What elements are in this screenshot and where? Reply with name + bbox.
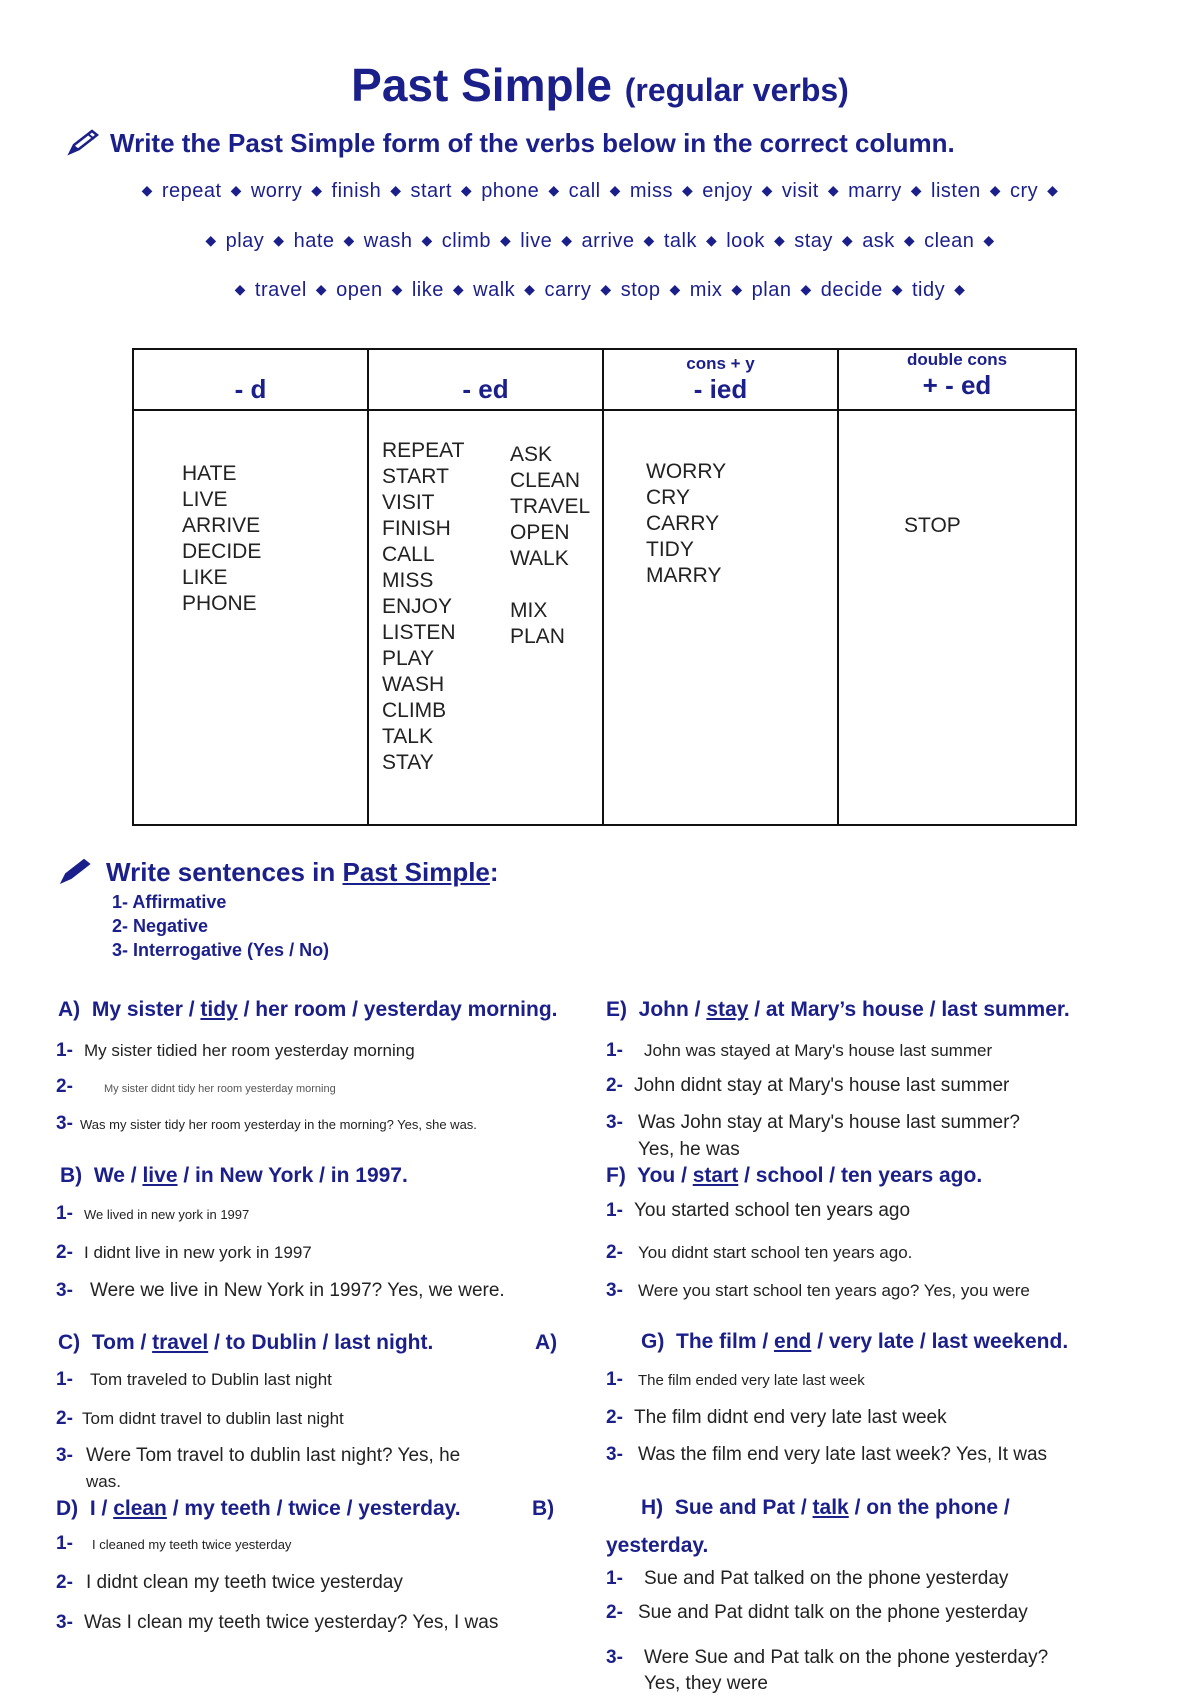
table-word: OPEN xyxy=(510,521,570,544)
diamond-bullet-icon: ◆ xyxy=(800,281,812,297)
title-sub: (regular verbs) xyxy=(624,72,849,108)
exercise-f-answer-1: 1- You started school ten years ago xyxy=(606,1200,911,1221)
exercise-a-answer-3: 3- Was my sister tidy her room yesterday in the morning? Yes, she was. xyxy=(56,1113,477,1134)
column-ed-words-a xyxy=(382,438,464,776)
verb-item: climb xyxy=(441,230,491,252)
column-ied-words xyxy=(646,459,726,589)
diamond-bullet-icon: ◆ xyxy=(643,232,655,248)
diamond-bullet-icon: ◆ xyxy=(390,182,402,198)
verb-item: wash xyxy=(363,230,413,252)
table-word: ENJOY xyxy=(382,595,453,618)
verb-item: phone xyxy=(481,180,540,202)
table-word: HATE xyxy=(182,462,237,485)
diamond-bullet-icon: ◆ xyxy=(954,281,966,297)
diamond-bullet-icon: ◆ xyxy=(609,182,621,198)
diamond-bullet-icon: ◆ xyxy=(499,232,512,248)
table-word: VISIT xyxy=(382,491,435,514)
column-ed-words-b xyxy=(510,442,590,650)
table-word: CLIMB xyxy=(382,699,447,722)
page-title xyxy=(0,58,1200,112)
verb-item: live xyxy=(520,230,553,252)
column-d-words xyxy=(182,461,261,617)
table-col-divider xyxy=(837,350,839,824)
verb-table xyxy=(132,348,1077,826)
form-affirmative: 1- Affirmative xyxy=(112,892,227,912)
exercise-h-answer-3-cont: Yes, they were xyxy=(644,1673,768,1694)
verb-item: stay xyxy=(794,230,833,252)
diamond-bullet-icon: ◆ xyxy=(669,281,681,297)
verb-item: call xyxy=(568,180,601,202)
verb-item: repeat xyxy=(161,180,222,202)
table-word: CLEAN xyxy=(510,469,581,492)
exercise-d-answer-2: 2- I didnt clean my teeth twice yesterday xyxy=(56,1572,403,1593)
exercise-e-prompt: E) John / stay / at Mary’s house / last summer. xyxy=(606,998,1070,1021)
table-word: FINISH xyxy=(382,517,451,540)
verb-item: start xyxy=(410,180,452,202)
verb-item: arrive xyxy=(581,230,635,252)
verb-item: marry xyxy=(848,180,902,202)
diamond-bullet-icon: ◆ xyxy=(903,232,916,248)
form-interrogative: 3- Interrogative (Yes / No) xyxy=(112,940,330,960)
diamond-bullet-icon: ◆ xyxy=(452,281,465,297)
table-word: MARRY xyxy=(646,564,722,587)
table-word: DECIDE xyxy=(182,540,262,563)
diamond-bullet-icon: ◆ xyxy=(460,182,473,198)
exercise-c-side-label: A) xyxy=(535,1331,558,1354)
table-word: PHONE xyxy=(182,592,257,615)
exercise-a-prompt: A) My sister / tidy / her room / yesterday morning. xyxy=(58,998,558,1021)
header-d: - d xyxy=(234,374,267,404)
verb-item: tidy xyxy=(911,279,946,301)
diamond-bullet-icon: ◆ xyxy=(141,182,153,198)
diamond-bullet-icon: ◆ xyxy=(391,281,403,297)
exercise-a-answer-1: 1- My sister tidied her room yesterday morning xyxy=(56,1040,415,1061)
table-word: CARRY xyxy=(646,512,720,535)
table-word: MIX xyxy=(510,599,548,622)
exercise-e-answer-2: 2- John didnt stay at Mary's house last summer xyxy=(606,1075,1010,1096)
table-word: STAY xyxy=(382,751,434,774)
exercise-b-answer-1: 1- We lived in new york in 1997 xyxy=(56,1203,250,1224)
table-word: MISS xyxy=(382,569,434,592)
verb-item: listen xyxy=(931,180,981,202)
diamond-bullet-icon: ◆ xyxy=(841,232,854,248)
exercise-f-answer-2: 2- You didnt start school ten years ago. xyxy=(606,1242,913,1263)
exercise-e-answer-1: 1- John was stayed at Mary's house last summer xyxy=(606,1040,993,1061)
title-main: Past Simple xyxy=(351,59,612,111)
column-double-words xyxy=(904,513,961,539)
table-word: TIDY xyxy=(646,538,694,561)
verb-item: finish xyxy=(331,180,382,202)
table-word xyxy=(510,572,590,598)
table-word: WALK xyxy=(510,547,569,570)
table-header-divider xyxy=(134,409,1075,411)
table-word: ASK xyxy=(510,443,553,466)
forms-list xyxy=(112,890,329,962)
diamond-bullet-icon: ◆ xyxy=(910,182,922,198)
pencil-icon xyxy=(66,129,100,157)
table-word: CALL xyxy=(382,543,435,566)
exercise-c-answer-3-cont: was. xyxy=(86,1472,121,1491)
diamond-bullet-icon: ◆ xyxy=(205,232,217,248)
verb-item: plan xyxy=(751,279,792,301)
verb-item: mix xyxy=(689,279,723,301)
form-negative: 2- Negative xyxy=(112,916,209,936)
diamond-bullet-icon: ◆ xyxy=(731,281,743,297)
table-word: LISTEN xyxy=(382,621,456,644)
exercise-b-answer-2: 2- I didnt live in new york in 1997 xyxy=(56,1242,312,1263)
table-word: WASH xyxy=(382,673,445,696)
table-word: LIVE xyxy=(182,488,228,511)
exercise-h-answer-2: 2- Sue and Pat didnt talk on the phone yesterday xyxy=(606,1602,1028,1623)
exercise-e-answer-3-cont: Yes, he was xyxy=(638,1139,740,1160)
pencil-icon xyxy=(58,858,92,886)
diamond-bullet-icon: ◆ xyxy=(548,182,560,198)
header-ed: - ed xyxy=(462,374,509,404)
exercise-g-prompt: G) The film / end / very late / last weekend. xyxy=(641,1330,1069,1353)
header-ied: cons + y - ied xyxy=(686,354,755,404)
verb-item: decide xyxy=(820,279,883,301)
exercise-c-prompt: C) Tom / travel / to Dublin / last night. xyxy=(58,1331,434,1354)
instruction-1 xyxy=(66,128,955,159)
verb-item: travel xyxy=(254,279,307,301)
verb-item: worry xyxy=(250,180,303,202)
table-word: TALK xyxy=(382,725,433,748)
exercise-g-answer-2: 2- The film didnt end very late last week xyxy=(606,1407,947,1428)
verb-item: clean xyxy=(924,230,975,252)
table-word: START xyxy=(382,465,449,488)
exercise-e-answer-3: 3- Was John stay at Mary's house last summer? xyxy=(606,1112,1021,1133)
verb-item: carry xyxy=(544,279,592,301)
diamond-bullet-icon: ◆ xyxy=(1047,182,1059,198)
exercise-b-answer-3: 3- Were we live in New York in 1997? Yes, we were. xyxy=(56,1280,505,1301)
instruction-1-text: Write the Past Simple form of the verbs below in the correct column. xyxy=(110,128,955,158)
header-double: double cons + - ed xyxy=(906,350,1008,400)
past-simple-link: Past Simple xyxy=(342,857,490,887)
diamond-bullet-icon: ◆ xyxy=(230,182,242,198)
diamond-bullet-icon: ◆ xyxy=(561,232,573,248)
exercise-f-answer-3: 3- Were you start school ten years ago? Yes, you were xyxy=(606,1280,1030,1301)
diamond-bullet-icon: ◆ xyxy=(315,281,328,297)
table-word: REPEAT xyxy=(382,439,465,462)
exercise-c-answer-3: 3- Were Tom travel to dublin last night? Yes, he xyxy=(56,1445,461,1466)
verb-item: like xyxy=(411,279,444,301)
exercise-a-answer-2: 2- My sister didnt tidy her room yesterday morning xyxy=(56,1076,336,1097)
verb-row-1 xyxy=(0,180,1200,203)
diamond-bullet-icon: ◆ xyxy=(682,182,694,198)
verb-item: cry xyxy=(1009,180,1039,202)
exercise-d-side-label: B) xyxy=(532,1497,555,1520)
table-word: TRAVEL xyxy=(510,495,591,518)
diamond-bullet-icon: ◆ xyxy=(989,182,1001,198)
diamond-bullet-icon: ◆ xyxy=(761,182,773,198)
verb-item: open xyxy=(336,279,383,301)
verb-item: ask xyxy=(862,230,895,252)
diamond-bullet-icon: ◆ xyxy=(891,281,903,297)
verb-row-2 xyxy=(0,230,1200,253)
verb-item: walk xyxy=(473,279,516,301)
instruction-2: Write sentences in Past Simple: xyxy=(58,857,499,888)
diamond-bullet-icon: ◆ xyxy=(343,232,355,248)
exercise-c-answer-2: 2- Tom didnt travel to dublin last night xyxy=(56,1408,344,1429)
diamond-bullet-icon: ◆ xyxy=(705,232,718,248)
diamond-bullet-icon: ◆ xyxy=(273,232,285,248)
exercise-d-prompt: D) I / clean / my teeth / twice / yesterday. xyxy=(56,1497,461,1520)
verb-item: stop xyxy=(620,279,661,301)
exercise-h-answer-1: 1- Sue and Pat talked on the phone yesterday xyxy=(606,1568,1009,1589)
table-col-divider xyxy=(602,350,604,824)
table-word: PLAY xyxy=(382,647,435,670)
verb-item: visit xyxy=(781,180,819,202)
verb-row-3 xyxy=(0,279,1200,302)
exercise-f-prompt: F) You / start / school / ten years ago. xyxy=(606,1164,983,1187)
table-col-divider xyxy=(367,350,369,824)
diamond-bullet-icon: ◆ xyxy=(524,281,536,297)
table-word: ARRIVE xyxy=(182,514,261,537)
table-word: STOP xyxy=(904,514,961,537)
verb-item: look xyxy=(726,230,765,252)
table-word: WORRY xyxy=(646,460,727,483)
diamond-bullet-icon: ◆ xyxy=(983,232,995,248)
diamond-bullet-icon: ◆ xyxy=(421,232,433,248)
diamond-bullet-icon: ◆ xyxy=(773,232,786,248)
exercise-h-answer-3: 3- Were Sue and Pat talk on the phone yesterday? xyxy=(606,1647,1049,1668)
diamond-bullet-icon: ◆ xyxy=(600,281,612,297)
diamond-bullet-icon: ◆ xyxy=(827,182,840,198)
table-word: CRY xyxy=(646,486,690,509)
exercise-h-prompt: H) Sue and Pat / talk / on the phone / xyxy=(641,1496,1010,1519)
exercise-c-answer-1: 1- Tom traveled to Dublin last night xyxy=(56,1369,332,1390)
exercise-h-prompt-cont: yesterday. xyxy=(606,1534,709,1557)
diamond-bullet-icon: ◆ xyxy=(311,182,323,198)
exercise-g-answer-3: 3- Was the film end very late last week? Yes, It was xyxy=(606,1444,1048,1465)
exercise-g-answer-1: 1- The film ended very late last week xyxy=(606,1369,865,1390)
table-word: PLAN xyxy=(510,625,565,648)
verb-item: miss xyxy=(629,180,673,202)
verb-item: enjoy xyxy=(702,180,753,202)
exercise-b-prompt: B) We / live / in New York / in 1997. xyxy=(60,1164,408,1187)
verb-item: talk xyxy=(663,230,697,252)
verb-item: play xyxy=(225,230,265,252)
exercise-d-answer-3: 3- Was I clean my teeth twice yesterday? Yes, I was xyxy=(56,1612,499,1633)
verb-item: hate xyxy=(293,230,335,252)
diamond-bullet-icon: ◆ xyxy=(234,281,246,297)
exercise-d-answer-1: 1- I cleaned my teeth twice yesterday xyxy=(56,1533,292,1554)
table-word: LIKE xyxy=(182,566,228,589)
